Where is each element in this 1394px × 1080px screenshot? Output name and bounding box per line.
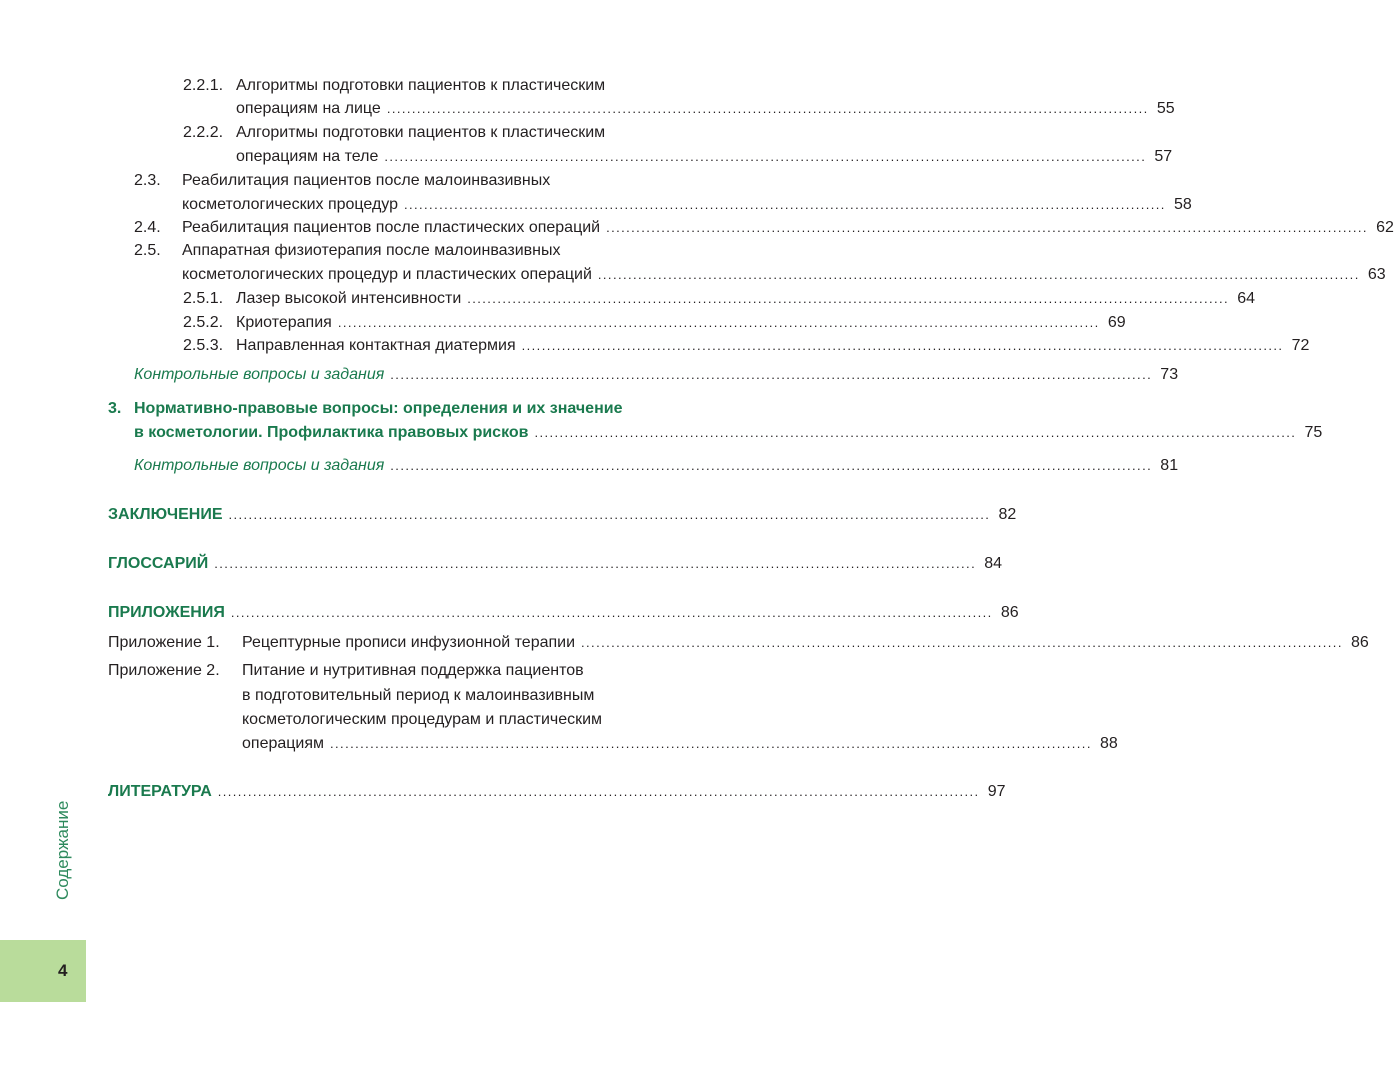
entry-title: косметологических процедур и пластических операций bbox=[182, 266, 592, 283]
review-questions-link: Контрольные вопросы и задания bbox=[134, 457, 385, 474]
chapter-title: Нормативно-правовые вопросы: определения и их значение bbox=[134, 400, 623, 417]
page-ref: 55 bbox=[1156, 100, 1175, 117]
toc-entry[interactable] bbox=[134, 454, 1179, 478]
entry-title: Рецептурные прописи инфузионной терапии bbox=[242, 634, 576, 651]
chapter-number: 3. bbox=[108, 400, 122, 417]
entry-text[interactable] bbox=[182, 169, 710, 193]
page-ref: 69 bbox=[1107, 314, 1126, 331]
section-entry[interactable] bbox=[108, 503, 1017, 527]
toc-entry[interactable] bbox=[182, 216, 1394, 240]
dot-leader: ........................................................................................................................................................ bbox=[384, 149, 1147, 164]
section-entry[interactable] bbox=[108, 552, 1003, 576]
appendix-number: Приложение 2. bbox=[108, 662, 220, 679]
entry-title: Лазер высокой интенсивности bbox=[236, 290, 462, 307]
entry-title: Алгоритмы подготовки пациентов к пластическим bbox=[236, 77, 606, 94]
dot-leader: ........................................................................................................................................................ bbox=[337, 315, 1100, 330]
page-ref: 88 bbox=[1100, 735, 1118, 752]
entry-title: Питание и нутритивная поддержка пациентов bbox=[242, 662, 584, 679]
entry-number: 2.2.2. bbox=[183, 124, 224, 141]
appendix-number: Приложение 1. bbox=[108, 634, 220, 651]
entry-number: 2.5. bbox=[134, 242, 161, 259]
page-number: 4 bbox=[58, 961, 68, 980]
page-ref: 84 bbox=[984, 555, 1003, 572]
dot-leader: ........................................................................................................................................................ bbox=[230, 605, 993, 620]
entry-text[interactable] bbox=[182, 239, 710, 263]
chapter-title: в косметологии. Профилактика правовых рисков bbox=[134, 424, 529, 441]
review-questions-link: Контрольные вопросы и задания bbox=[134, 366, 385, 383]
toc-entry[interactable] bbox=[182, 193, 1192, 217]
section-entry[interactable] bbox=[108, 780, 1006, 804]
section-title: ЛИТЕРАТУРА bbox=[108, 783, 212, 800]
page-ref: 97 bbox=[987, 783, 1006, 800]
entry-text[interactable] bbox=[242, 708, 710, 732]
entry-title: операциям bbox=[242, 735, 325, 752]
dot-leader: ........................................................................................................................................................ bbox=[597, 267, 1360, 282]
toc-entry[interactable] bbox=[236, 287, 1256, 311]
entry-text[interactable] bbox=[242, 684, 710, 708]
entry-title: Реабилитация пациентов после пластических операций bbox=[182, 219, 601, 236]
dot-leader: ........................................................................................................................................................ bbox=[390, 367, 1153, 382]
running-header-label: Содержание bbox=[53, 800, 72, 900]
page-ref: 64 bbox=[1237, 290, 1256, 307]
page-ref: 63 bbox=[1367, 266, 1386, 283]
page-ref: 72 bbox=[1291, 337, 1310, 354]
dot-leader: ........................................................................................................................................................ bbox=[214, 556, 977, 571]
dot-leader: ........................................................................................................................................................ bbox=[330, 736, 1092, 751]
toc-entry[interactable] bbox=[236, 311, 1126, 335]
dot-leader: ........................................................................................................................................................ bbox=[404, 197, 1166, 212]
dot-leader: ........................................................................................................................................................ bbox=[467, 291, 1230, 306]
dot-leader: ........................................................................................................................................................ bbox=[581, 635, 1343, 650]
entry-title: операциям на лице bbox=[236, 100, 381, 117]
entry-number: 2.3. bbox=[134, 172, 161, 189]
entry-title: Реабилитация пациентов после малоинвазивных bbox=[182, 172, 551, 189]
page-ref: 62 bbox=[1376, 219, 1394, 236]
entry-number: 2.4. bbox=[134, 219, 161, 236]
entry-title: Криотерапия bbox=[236, 314, 332, 331]
dot-leader: ........................................................................................................................................................ bbox=[534, 425, 1297, 440]
page-ref: 73 bbox=[1160, 366, 1179, 383]
entry-number: 2.5.1. bbox=[183, 290, 224, 307]
page-ref: 81 bbox=[1160, 457, 1179, 474]
toc-entry[interactable] bbox=[236, 97, 1175, 121]
toc-entry[interactable] bbox=[182, 263, 1386, 287]
entry-number: 2.2.1. bbox=[183, 77, 224, 94]
dot-leader: ........................................................................................................................................................ bbox=[386, 101, 1149, 116]
chapter-entry[interactable] bbox=[134, 421, 1323, 445]
entry-title: Алгоритмы подготовки пациентов к пластическим bbox=[236, 124, 606, 141]
entry-text[interactable] bbox=[236, 121, 710, 145]
toc-entry[interactable] bbox=[134, 363, 1179, 387]
page-ref: 75 bbox=[1304, 424, 1323, 441]
section-title: ЗАКЛЮЧЕНИЕ bbox=[108, 506, 223, 523]
toc-entry[interactable] bbox=[242, 732, 1118, 756]
entry-number: 2.5.2. bbox=[183, 314, 224, 331]
toc-entry[interactable] bbox=[236, 334, 1310, 358]
entry-text[interactable] bbox=[236, 74, 710, 98]
entry-title: косметологических процедур bbox=[182, 196, 398, 213]
section-entry[interactable] bbox=[108, 601, 1019, 625]
dot-leader: ........................................................................................................................................................ bbox=[228, 507, 991, 522]
entry-title: в подготовительный период к малоинвазивным bbox=[242, 687, 595, 704]
entry-title: Аппаратная физиотерапия после малоинвазивных bbox=[182, 242, 561, 259]
section-title: ПРИЛОЖЕНИЯ bbox=[108, 604, 225, 621]
page-ref: 86 bbox=[1000, 604, 1019, 621]
page-ref: 57 bbox=[1154, 148, 1173, 165]
dot-leader: ........................................................................................................................................................ bbox=[217, 784, 980, 799]
chapter-entry-text[interactable] bbox=[134, 397, 710, 421]
dot-leader: ........................................................................................................................................................ bbox=[606, 220, 1368, 235]
section-title: ГЛОССАРИЙ bbox=[108, 555, 209, 572]
dot-leader: ........................................................................................................................................................ bbox=[390, 458, 1153, 473]
dot-leader: ........................................................................................................................................................ bbox=[521, 338, 1284, 353]
entry-text[interactable] bbox=[242, 659, 710, 683]
page-number-tab bbox=[0, 940, 86, 1002]
entry-title: Направленная контактная диатермия bbox=[236, 337, 516, 354]
entry-title: косметологическим процедурам и пластическим bbox=[242, 711, 603, 728]
toc-entry[interactable] bbox=[236, 145, 1173, 169]
page-ref: 82 bbox=[998, 506, 1017, 523]
page-ref: 86 bbox=[1351, 634, 1369, 651]
toc-entry[interactable] bbox=[242, 631, 1369, 655]
entry-number: 2.5.3. bbox=[183, 337, 224, 354]
entry-title: операциям на теле bbox=[236, 148, 379, 165]
page-ref: 58 bbox=[1174, 196, 1192, 213]
